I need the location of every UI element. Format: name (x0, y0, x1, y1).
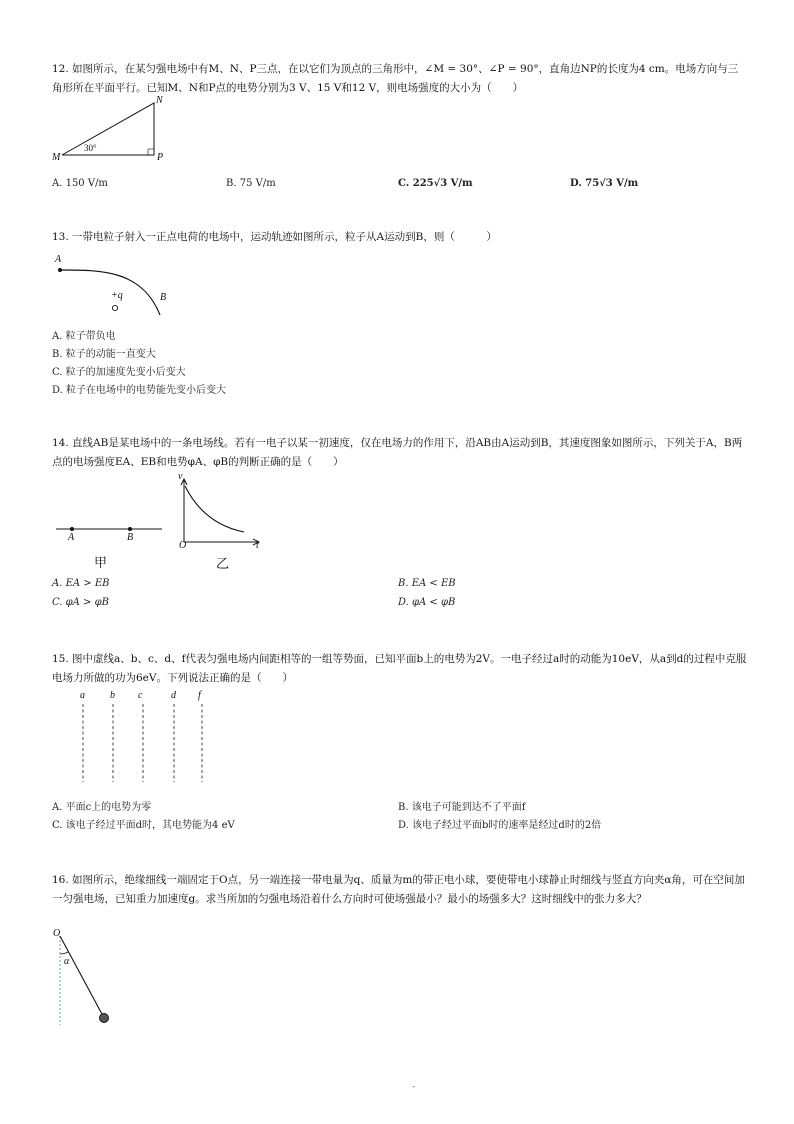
q15-label-d: d (171, 690, 176, 701)
q16-pendulum-figure (52, 930, 122, 1030)
q12-option-d[interactable]: D. 75√3 V/m (570, 178, 639, 189)
q15-equipotential-lines (70, 704, 220, 786)
q13-option-a[interactable]: A. 粒子带负电 (52, 331, 116, 342)
q14-axis-v: v (178, 471, 183, 482)
q14-option-d[interactable]: D. φA < φB (398, 597, 456, 608)
q13-stem: 13. 一带电粒子射入一正点电荷的电场中，运动轨迹如图所示，粒子从A运动到B，则（ ） (52, 231, 497, 243)
q15-label-f: f (198, 690, 201, 701)
q13-option-b[interactable]: B. 粒子的动能一直变大 (52, 349, 156, 360)
q15-label-b: b (110, 690, 115, 701)
q15-option-d[interactable]: D. 该电子经过平面b时的速率是经过d时的2倍 (398, 820, 602, 831)
q15-option-b[interactable]: B. 该电子可能到达不了平面f (398, 802, 526, 813)
q14-origin-o: O (179, 540, 187, 551)
page-footer: - (412, 1082, 416, 1092)
q15-label-c: c (138, 690, 143, 701)
q14-option-b[interactable]: B. EA < EB (398, 578, 456, 589)
q13-option-d[interactable]: D. 粒子在电场中的电势能先变小后变大 (52, 385, 227, 396)
q13-option-c[interactable]: C. 粒子的加速度先变小后变大 (52, 367, 186, 378)
q12-label-m: M (52, 152, 61, 163)
q12-label-p: P (157, 152, 164, 163)
q12-label-n: N (156, 95, 163, 106)
q13-label-a: A (55, 254, 62, 265)
q15-option-a[interactable]: A. 平面c上的电势为零 (52, 802, 152, 813)
q13-label-b: B (160, 292, 167, 303)
q14-velocity-graph (176, 476, 266, 548)
q12-option-c[interactable]: C. 225√3 V/m (398, 178, 473, 189)
q15-option-c[interactable]: C. 该电子经过平面d时，其电势能为4 eV (52, 820, 235, 831)
q12-stem: 12. 如图所示，在某匀强电场中有M、N、P三点，在以它们为顶点的三角形中，∠M = 30°、∠P = 90°，直角边NP的长度为4 cm。电场方向与三角形所在平面平行。已知M、N和P点的电势分别为3 V、15 V和12 V，则电场强度的大小为（ ） (52, 63, 739, 94)
q12-option-b[interactable]: B. 75 V/m (226, 178, 276, 189)
q14-caption-jia: 甲 (94, 556, 108, 571)
q12-option-a[interactable]: A. 150 V/m (52, 178, 108, 189)
q14-stem: 14. 直线AB是某电场中的一条电场线。若有一电子以某一初速度，仅在电场力的作用下，沿AB由A运动到B，其速度图象如图所示，下列关于A，B两点的电场强度EA、EB和电势φA、φB的判断正确的是（ ） (52, 437, 743, 468)
q16-label-o: O (53, 928, 61, 939)
q14-label-a: A (68, 532, 75, 543)
q15-stem: 15. 图中虚线a、b、c、d、f代表匀强电场内间距相等的一组等势面，已知平面b上的电势为2V。一电子经过a时的动能为10eV，从a到d的过程中克服电场力所做的功为6eV。下列说法正确的是（ ） (52, 653, 747, 684)
q12-angle-label: 30° (84, 143, 97, 153)
q14-label-b: B (127, 532, 134, 543)
q14-option-c[interactable]: C. φA > φB (52, 597, 109, 608)
q13-label-q: +q (111, 290, 123, 301)
q16-label-alpha: α (64, 956, 70, 967)
q14-option-a[interactable]: A. EA > EB (52, 578, 110, 589)
q14-caption-yi: 乙 (216, 557, 230, 572)
q16-stem: 16. 如图所示，绝缘细线一端固定于O点，另一端连接一带电量为q、质量为m的带正电小球，要使带电小球静止时细线与竖直方向夹α角，可在空间加一匀强电场，已知重力加速度g。求当所加的匀强电场沿着什么方向时可使场强最小？最小的场强多大？这时细线中的张力多大？ (52, 874, 745, 905)
q14-axis-t: t (256, 540, 259, 551)
q12-triangle-figure (58, 96, 168, 166)
q15-label-a: a (80, 690, 85, 701)
